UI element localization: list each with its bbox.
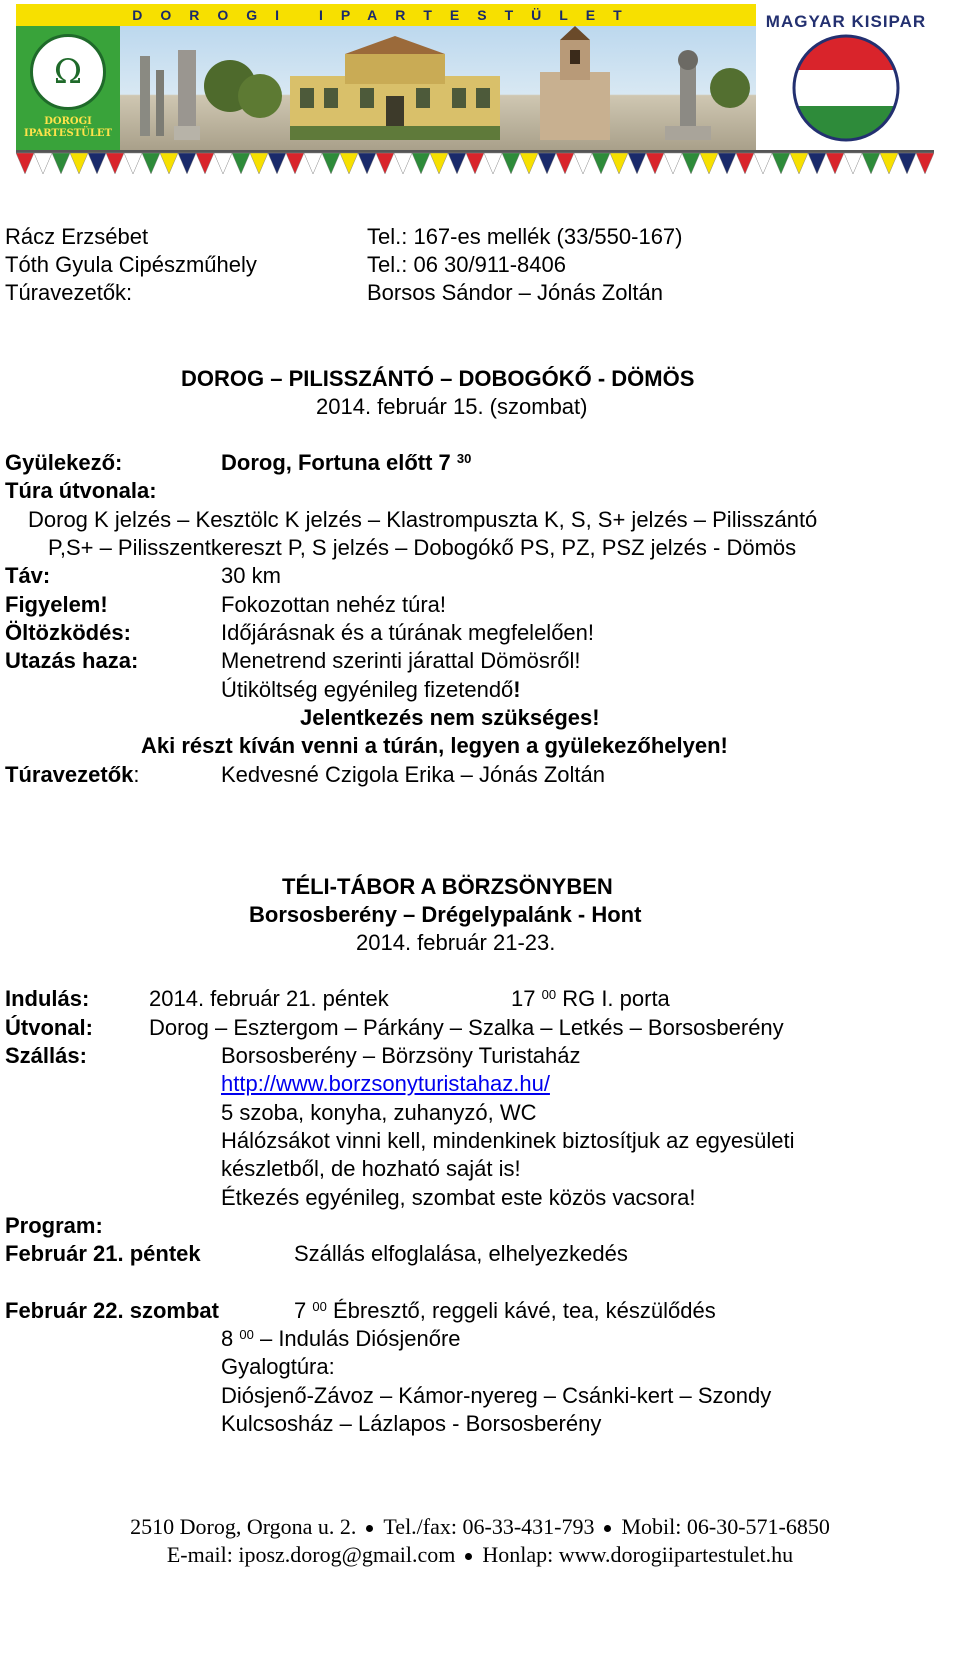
tour1-meeting-label: Gyülekező: (5, 450, 123, 475)
pennant-flag (358, 153, 376, 174)
pennant-flag (754, 153, 772, 174)
contact-name-2: Tóth Gyula Cipészműhely (5, 252, 257, 277)
header-banner (16, 4, 934, 176)
logo-caption: DOROGI IPARTESTÜLET (24, 116, 112, 139)
pennant-flag (196, 153, 214, 174)
pennant-flag (718, 153, 736, 174)
footer-mobile: Mobil: 06-30-571-6850 (621, 1514, 830, 1539)
tour1-distance-label: Táv: (5, 563, 51, 588)
tour1-clothing-value: Időjárásnak és a túrának megfelelően! (221, 620, 595, 645)
tour1-registration: Jelentkezés nem szükséges! (300, 705, 600, 730)
pennant-flag (592, 153, 610, 174)
pennant-flag (610, 153, 628, 174)
pennant-flag (250, 153, 268, 174)
pennant-flag (286, 153, 304, 174)
tour2-day2-item3: Gyalogtúra: (221, 1354, 335, 1379)
bullet-icon (465, 1553, 472, 1560)
pennant-flag (430, 153, 448, 174)
pennant-flag (88, 153, 106, 174)
tour1-attention-label: Figyelem! (5, 592, 108, 617)
tour2-route-value: Dorog – Esztergom – Párkány – Szalka – Letkés – Borsosberény (149, 1015, 784, 1040)
pennant-flag (916, 153, 934, 174)
pennant-flag (304, 153, 322, 174)
tour1-guides-label: Túravezetők: (5, 762, 140, 787)
pennant-flag (16, 153, 34, 174)
tour2-day2-item5: Kulcsosház – Lázlapos - Borsosberény (221, 1411, 602, 1436)
tour2-date: 2014. február 21-23. (356, 930, 556, 955)
pennant-flag (34, 153, 52, 174)
dorogi-ipartestulet-logo (16, 26, 120, 150)
tour1-travel-value: Menetrend szerinti járattal Dömösről! (221, 648, 581, 673)
tour2-title: TÉLI-TÁBOR A BÖRZSÖNYBEN (282, 874, 613, 899)
tour1-distance-value: 30 km (221, 563, 281, 588)
turistahaz-link[interactable]: http://www.borzsonyturistahaz.hu/ (221, 1071, 550, 1096)
tour2-lodging-note2: készletből, de hozható saját is! (221, 1156, 521, 1181)
bullet-icon (604, 1525, 611, 1532)
hungary-flag-globe-icon (758, 4, 934, 150)
pennant-flag (826, 153, 844, 174)
pennant-flag (646, 153, 664, 174)
tour2-program-label: Program: (5, 1213, 103, 1238)
footer-address: 2510 Dorog, Orgona u. 2. (130, 1514, 357, 1539)
tour1-date: 2014. február 15. (szombat) (316, 394, 588, 419)
pennant-flag (412, 153, 430, 174)
kisipar-title: MAGYAR KISIPAR (765, 12, 927, 31)
pennant-flag (142, 153, 160, 174)
pennant-flag (772, 153, 790, 174)
tour1-route-line2: P,S+ – Pilisszentkereszt P, S jelzés – Dobogókő PS, PZ, PSZ jelzés - Dömös (48, 535, 797, 560)
tour2-lodging-value: Borsosberény – Börzsöny Turistaház (221, 1043, 581, 1068)
pennant-flag (574, 153, 592, 174)
tour1-meeting-value: Dorog, Fortuna előtt 7 $^{30}$ (221, 450, 472, 475)
pennant-flag (322, 153, 340, 174)
tour2-day1-label: Február 21. péntek (5, 1241, 201, 1266)
tour1-travel-label: Utazás haza: (5, 648, 139, 673)
tour2-departure-date: 2014. február 21. péntek (149, 986, 389, 1011)
pennant-flag (484, 153, 502, 174)
pennant-flags-border (16, 150, 934, 176)
pennant-flag (538, 153, 556, 174)
pennant-flag (862, 153, 880, 174)
pennant-flag (682, 153, 700, 174)
pennant-flag (628, 153, 646, 174)
logo-emblem (30, 34, 106, 110)
contact-guides-label: Túravezetők: (5, 280, 133, 305)
town-photo-strip (120, 26, 756, 150)
banner-title: DOROGI IPARTESTÜLET (132, 7, 640, 23)
tour2-day2-item2: 8 $^{00}$ – Indulás Diósjenőre (221, 1326, 461, 1351)
pennant-flag (502, 153, 520, 174)
pennant-flag (70, 153, 88, 174)
contact-guides-value: Borsos Sándor – Jónás Zoltán (367, 280, 663, 305)
tour2-departure-time: 17 $^{00}$ RG I. porta (511, 986, 670, 1011)
footer-email: E-mail: iposz.dorog@gmail.com (166, 1542, 456, 1567)
tour2-meals: Étkezés egyénileg, szombat este közös vacsora! (221, 1185, 696, 1210)
pennant-flag (268, 153, 286, 174)
tour2-lodging-label: Szállás: (5, 1043, 87, 1068)
tour1-route-label: Túra útvonala: (5, 478, 157, 503)
tour1-guides-value: Kedvesné Czigola Erika – Jónás Zoltán (221, 762, 605, 787)
pennant-flag (520, 153, 538, 174)
pennant-flag (808, 153, 826, 174)
tour1-title: DOROG – PILISSZÁNTÓ – DOBOGÓKŐ - DÖMÖS (181, 366, 695, 391)
pennant-flag (160, 153, 178, 174)
tour1-clothing-label: Öltözködés: (5, 620, 131, 645)
pennant-flag (790, 153, 808, 174)
footer-website: Honlap: www.dorogiipartestulet.hu (482, 1542, 794, 1567)
tour2-day2-label: Február 22. szombat (5, 1298, 219, 1323)
tour1-attention-value: Fokozottan nehéz túra! (221, 592, 447, 617)
footer-phone: Tel./fax: 06-33-431-793 (383, 1514, 595, 1539)
tour2-lodging-link-line (221, 1071, 550, 1097)
tour2-day2-item4: Diósjenő-Závoz – Kámor-nyereg – Csánki-kert – Szondy (221, 1383, 772, 1408)
pennant-flag (214, 153, 232, 174)
town-buildings-image (120, 26, 756, 150)
pennant-flag (52, 153, 70, 174)
tour1-cost: Útiköltség egyénileg fizetendő! (221, 677, 521, 702)
footer-contact-line (0, 1514, 960, 1540)
tour2-day2-item1: 7 $^{00}$ Ébresztő, reggeli kávé, tea, készülődés (294, 1298, 716, 1323)
pennant-flag (880, 153, 898, 174)
pennant-flag (106, 153, 124, 174)
tour2-route-label: Útvonal: (5, 1015, 93, 1040)
pennant-flag (394, 153, 412, 174)
pennant-flag (556, 153, 574, 174)
tour1-notice: Aki részt kíván venni a túrán, legyen a gyülekezőhelyen! (141, 733, 728, 758)
magyar-kisipar-logo (758, 4, 934, 150)
pennant-flag (448, 153, 466, 174)
pennant-flag (844, 153, 862, 174)
footer-web-line (0, 1542, 960, 1568)
pennant-flag (898, 153, 916, 174)
pennant-flag (736, 153, 754, 174)
contact-phone-2: Tel.: 06 30/911-8406 (367, 252, 566, 277)
pennant-flag (232, 153, 250, 174)
contact-name-1: Rácz Erzsébet (5, 224, 149, 249)
omega-icon: Ω (53, 52, 83, 92)
bullet-icon (366, 1525, 373, 1532)
tour1-route-line1: Dorog K jelzés – Kesztölc K jelzés – Klastrompuszta K, S, S+ jelzés – Pilisszántó (28, 507, 818, 532)
tour2-lodging-note1: Hálózsákot vinni kell, mindenkinek biztosítjuk az egyesületi (221, 1128, 795, 1153)
pennant-flag (178, 153, 196, 174)
tour2-subtitle: Borsosberény – Drégelypalánk - Hont (249, 902, 642, 927)
pennant-flag (700, 153, 718, 174)
pennant-flag (376, 153, 394, 174)
tour2-departure-label: Indulás: (5, 986, 90, 1011)
pennant-flag (340, 153, 358, 174)
tour2-day1-value: Szállás elfoglalása, elhelyezkedés (294, 1241, 628, 1266)
pennant-flag (466, 153, 484, 174)
tour2-lodging-rooms: 5 szoba, konyha, zuhanyzó, WC (221, 1100, 537, 1125)
pennant-flag (124, 153, 142, 174)
pennant-flag (664, 153, 682, 174)
contact-phone-1: Tel.: 167-es mellék (33/550-167) (367, 224, 683, 249)
